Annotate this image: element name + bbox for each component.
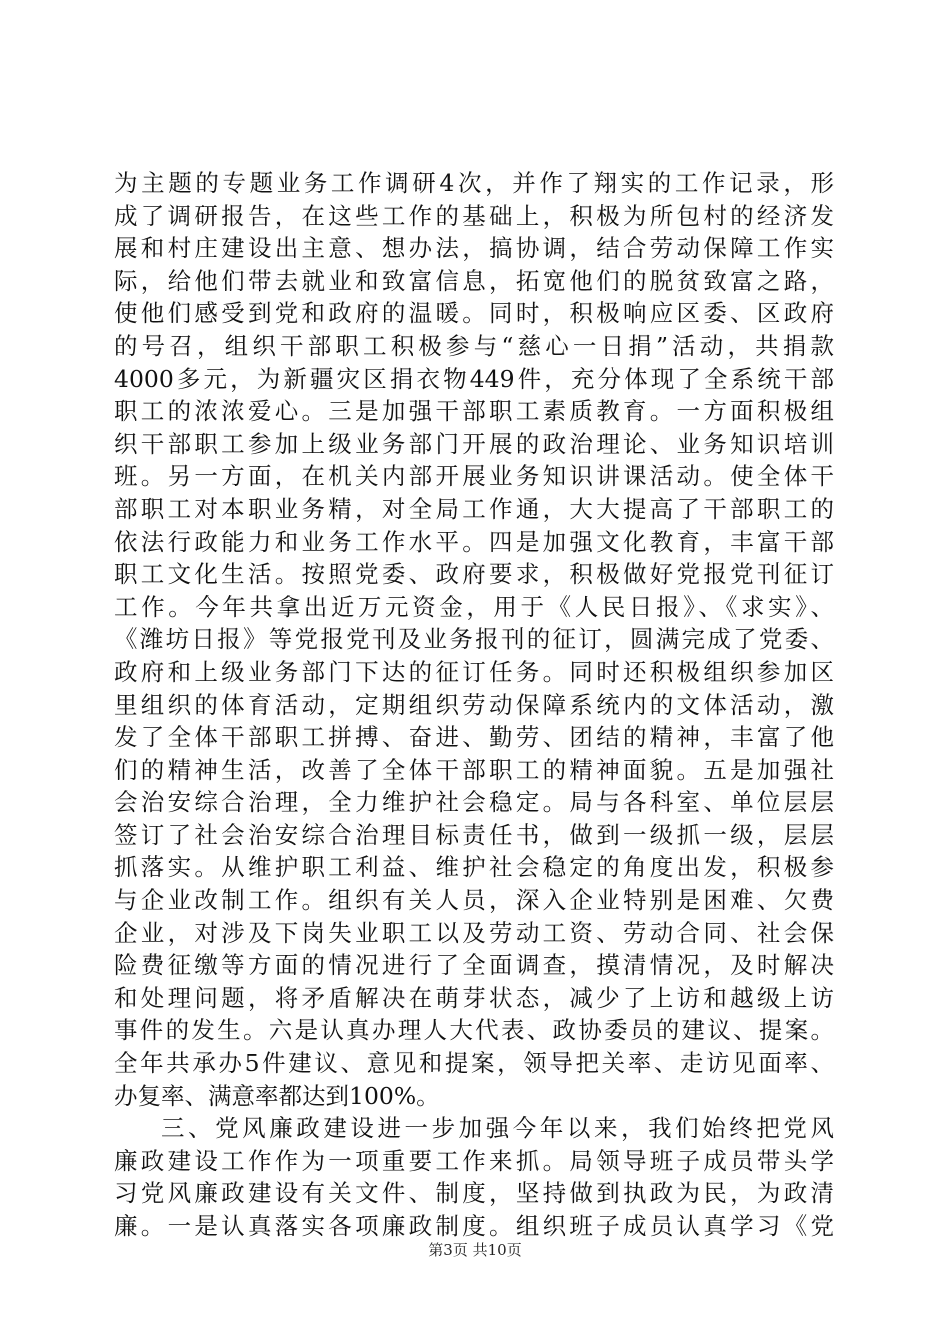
text-line: 会治安综合治理，全力维护社会稳定。局与各科室、单位层层 bbox=[114, 788, 834, 817]
text-line: 们的精神生活，改善了全体干部职工的精神面貌。五是加强社 bbox=[114, 755, 834, 784]
text-line: 际，给他们带去就业和致富信息，拓宽他们的脱贫致富之路， bbox=[114, 266, 834, 295]
text-line: 和处理问题，将矛盾解决在萌芽状态，减少了上访和越级上访 bbox=[114, 983, 834, 1012]
text-line: 里组织的体育活动，定期组织劳动保障系统内的文体活动，激 bbox=[114, 690, 834, 719]
text-line: 与企业改制工作。组织有关人员，深入企业特别是困难、欠费 bbox=[114, 886, 834, 915]
text-line: 使他们感受到党和政府的温暖。同时，积极响应区委、区政府 bbox=[114, 299, 834, 328]
text-line: 展和村庄建设出主意、想办法，搞协调，结合劳动保障工作实 bbox=[114, 234, 834, 263]
text-line: 职工的浓浓爱心。三是加强干部职工素质教育。一方面积极组 bbox=[114, 397, 834, 426]
text-line: 办复率、满意率都达到100%。 bbox=[114, 1081, 440, 1110]
text-line: 为主题的专题业务工作调研4次，并作了翔实的工作记录，形 bbox=[114, 169, 834, 197]
text-line: 工作。今年共拿出近万元资金，用于《人民日报》、《求实》、 bbox=[114, 592, 834, 621]
text-line: 全年共承办5件建议、意见和提案，领导把关率、走访见面率、 bbox=[114, 1049, 834, 1078]
text-line: 织干部职工参加上级业务部门开展的政治理论、业务知识培训 bbox=[114, 429, 834, 458]
page-number-label: 第3页 共10页 bbox=[428, 1241, 522, 1259]
text-line: 的号召，组织干部职工积极参与“慈心一日捐”活动，共捐款 bbox=[114, 331, 834, 360]
text-line: 习党风廉政建设有关文件、制度，坚持做到执政为民，为政清 bbox=[114, 1179, 834, 1208]
text-line: 险费征缴等方面的情况进行了全面调查，摸清情况，及时解决 bbox=[114, 951, 834, 980]
text-line: 班。另一方面，在机关内部开展业务知识讲课活动。使全体干 bbox=[114, 462, 834, 491]
text-line: 事件的发生。六是认真办理人大代表、政协委员的建议、提案。 bbox=[114, 1016, 834, 1045]
text-line: 抓落实。从维护职工利益、维护社会稳定的角度出发，积极参 bbox=[114, 853, 834, 882]
text-line: 廉。一是认真落实各项廉政制度。组织班子成员认真学习《党 bbox=[114, 1212, 834, 1240]
text-line: 企业，对涉及下岗失业职工以及劳动工资、劳动合同、社会保 bbox=[114, 918, 834, 947]
text-line: 4000多元，为新疆灾区捐衣物449件，充分体现了全系统干部 bbox=[114, 364, 834, 393]
text-line: 部职工对本职业务精，对全局工作通，大大提高了干部职工的 bbox=[114, 494, 834, 523]
text-line: 签订了社会治安综合治理目标责任书，做到一级抓一级，层层 bbox=[114, 820, 834, 849]
body-text bbox=[114, 167, 834, 1243]
page-footer bbox=[0, 1240, 950, 1260]
text-line: 发了全体干部职工拼搏、奋进、勤劳、团结的精神，丰富了他 bbox=[114, 723, 834, 752]
text-line: 廉政建设工作作为一项重要工作来抓。局领导班子成员带头学 bbox=[114, 1146, 834, 1175]
text-line: 成了调研报告，在这些工作的基础上，积极为所包村的经济发 bbox=[114, 201, 834, 230]
text-line: 《潍坊日报》等党报党刊及业务报刊的征订，圆满完成了党委、 bbox=[114, 625, 834, 654]
text-line: 三、党风廉政建设进一步加强今年以来，我们始终把党风 bbox=[161, 1114, 834, 1143]
text-line: 政府和上级业务部门下达的征订任务。同时还积极组织参加区 bbox=[114, 657, 834, 686]
text-line: 依法行政能力和业务工作水平。四是加强文化教育，丰富干部 bbox=[114, 527, 834, 556]
text-line: 职工文化生活。按照党委、政府要求，积极做好党报党刊征订 bbox=[114, 560, 834, 589]
